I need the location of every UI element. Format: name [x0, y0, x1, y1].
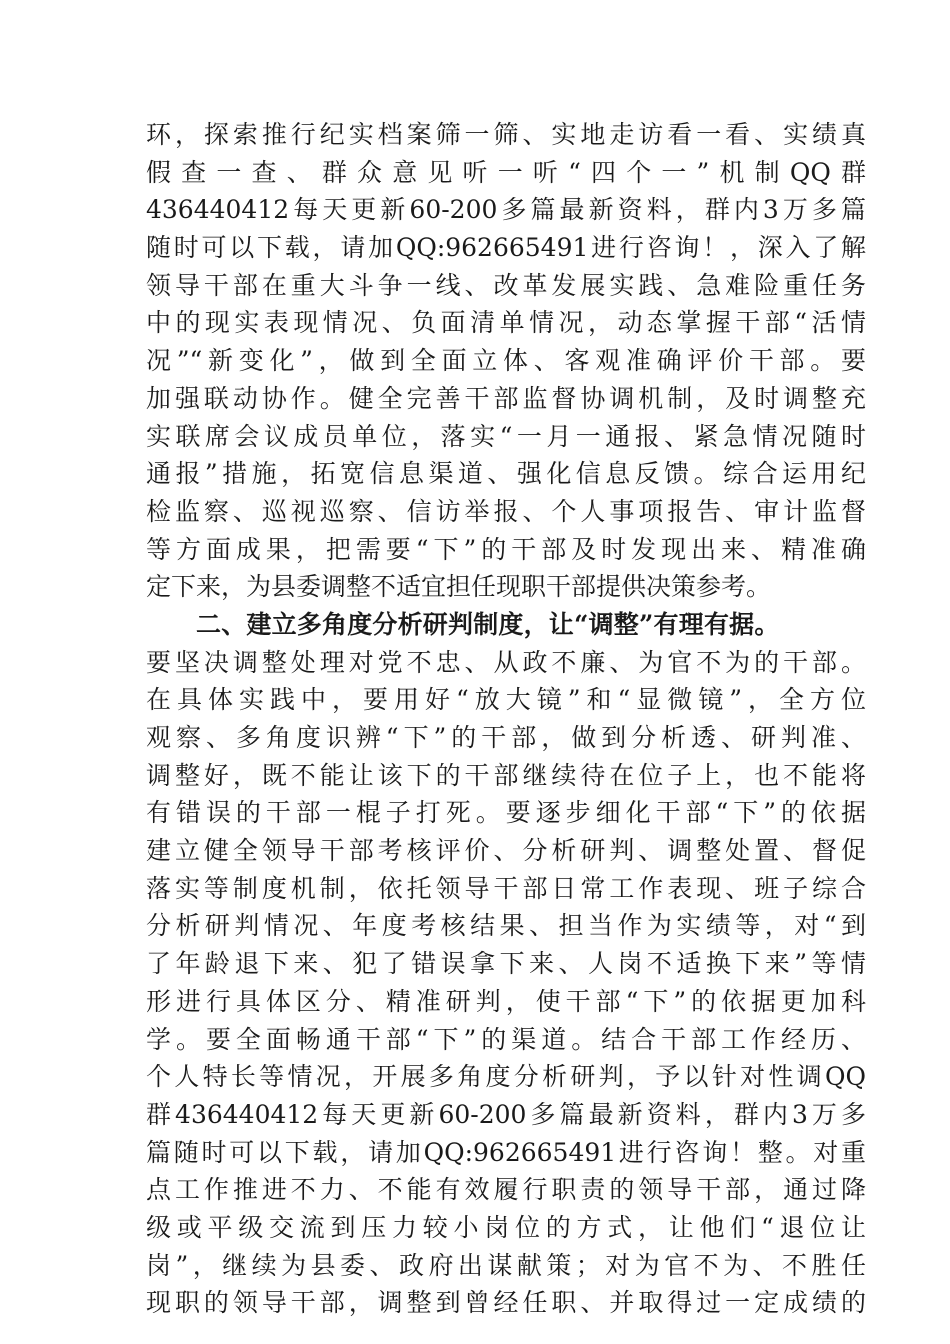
text-line: 形进行具体区分、精准研判，使干部“下”的依据更加科	[146, 986, 866, 1016]
text-line: 要坚决调整处理对党不忠、从政不廉、为官不为的干部。	[146, 647, 866, 677]
text-line: 观察、多角度识辨“下”的干部，做到分析透、研判准、	[146, 723, 866, 752]
text-line: 学。要全面畅通干部“下”的渠道。结合干部工作经历、	[146, 1024, 866, 1054]
text-line: 实联席会议成员单位，落实“一月一通报、紧急情况随时	[146, 421, 866, 451]
section-heading: 二、建立多角度分析研判制度，让“调整”有理有据。	[196, 609, 780, 639]
text-line: 岗”，继续为县委、政府出谋献策；对为官不为、不胜任	[146, 1250, 866, 1280]
text-line: 加强联动协作。健全完善干部监督协调机制，及时调整充	[146, 383, 866, 413]
text-line: 检监察、巡视巡察、信访举报、个人事项报告、审计监督	[146, 496, 866, 526]
text-line: 群436440412每天更新60-200多篇最新资料，群内3万多	[146, 1099, 866, 1129]
text-line: 436440412每天更新60-200多篇最新资料，群内3万多篇	[146, 195, 866, 225]
text-line: 环，探索推行纪实档案筛一筛、实地走访看一看、实绩真	[146, 120, 866, 149]
text-line: 随时可以下载，请加QQ:962665491进行咨询！，深入了解	[146, 233, 866, 263]
text-line: 假查一查、群众意见听一听“四个一”机制QQ群	[146, 157, 866, 187]
text-line: 定下来，为县委调整不适宜担任现职干部提供决策参考。	[146, 572, 772, 602]
text-line: 分析研判情况、年度考核结果、担当作为实绩等，对“到	[146, 911, 866, 941]
text-line: 现职的领导干部，调整到曾经任职、并取得过一定成绩的	[146, 1288, 866, 1318]
text-line: 领导干部在重大斗争一线、改革发展实践、急难险重任务	[146, 270, 866, 300]
text-line: 落实等制度机制，依托领导干部日常工作表现、班子综合	[146, 873, 866, 903]
text-line: 级或平级交流到压力较小岗位的方式，让他们“退位让	[146, 1212, 866, 1242]
text-line: 在具体实践中，要用好“放大镜”和“显微镜”，全方位	[146, 685, 866, 715]
document-body	[146, 116, 866, 1322]
text-line: 调整好，既不能让该下的干部继续待在位子上，也不能将	[146, 760, 866, 790]
text-line: 个人特长等情况，开展多角度分析研判，予以针对性调QQ	[146, 1062, 866, 1092]
text-line: 篇随时可以下载，请加QQ:962665491进行咨询！整。对重	[146, 1137, 866, 1167]
text-line: 了年龄退下来、犯了错误拿下来、人岗不适换下来”等情	[146, 949, 866, 979]
text-line: 建立健全领导干部考核评价、分析研判、调整处置、督促	[146, 836, 866, 866]
text-line: 通报”措施，拓宽信息渠道、强化信息反馈。综合运用纪	[146, 459, 866, 489]
text-line: 等方面成果，把需要“下”的干部及时发现出来、精准确	[146, 534, 866, 564]
paragraph-1	[146, 116, 866, 606]
paragraph-2	[146, 644, 866, 1322]
text-line: 况”“新变化”，做到全面立体、客观准确评价干部。要	[146, 346, 866, 376]
text-line: 点工作推进不力、不能有效履行职责的领导干部，通过降	[146, 1175, 866, 1205]
text-line: 有错误的干部一棍子打死。要逐步细化干部“下”的依据	[146, 798, 866, 828]
text-line: 中的现实表现情况、负面清单情况，动态掌握干部“活情	[146, 308, 866, 338]
